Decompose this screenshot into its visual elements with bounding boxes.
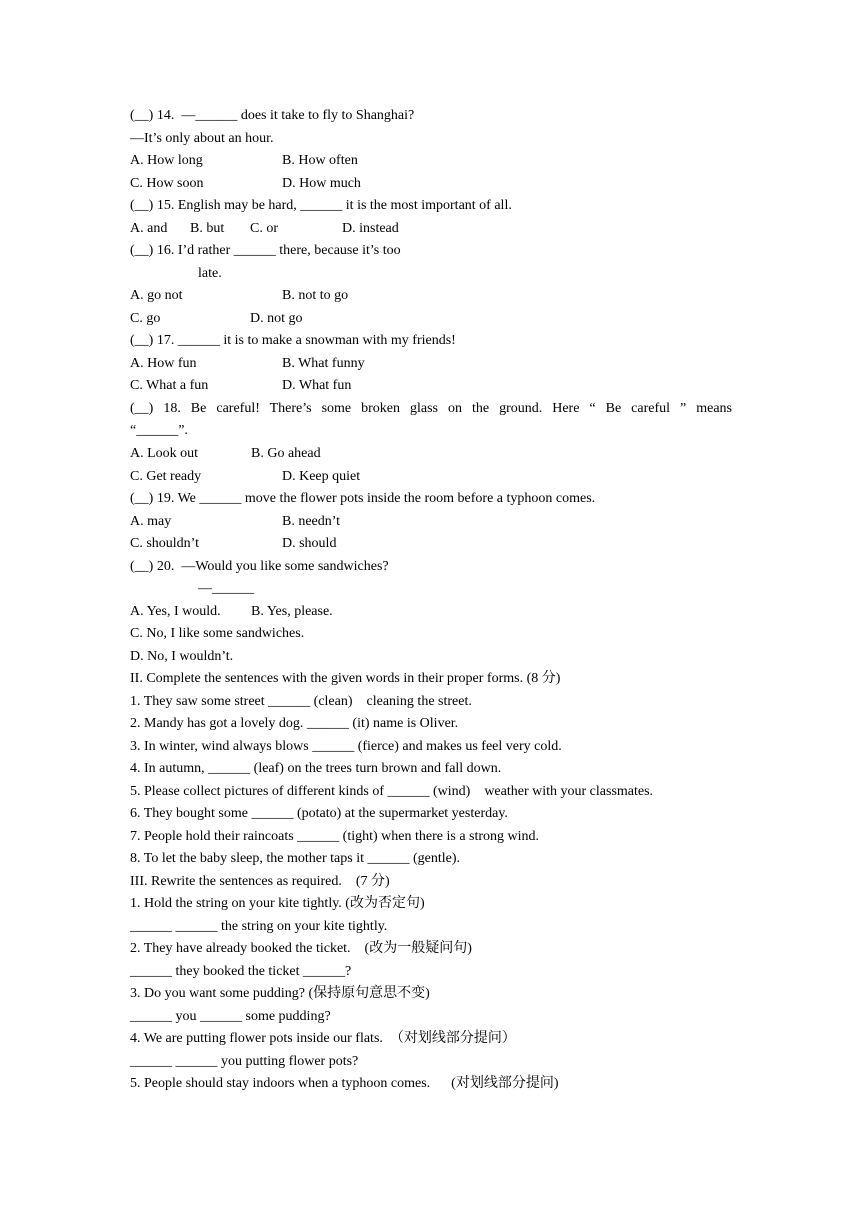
question-17-option-b: B. What funny [282,356,365,371]
question-18-option-d: D. Keep quiet [282,469,361,484]
question-20-option-a: A. Yes, I would. [130,604,221,619]
section-3-line: 3. Do you want some pudding? (保持原句意思不变) [130,986,430,1001]
question-14-option-b: B. How often [282,153,358,168]
question-20-option-d: D. No, I wouldn’t. [130,649,234,664]
section-3-line: ______ you ______ some pudding? [130,1009,331,1024]
question-16-stem-continued: late. [198,266,222,281]
question-20-option-b: B. Yes, please. [251,604,333,619]
section-3-line: 2. They have already booked the ticket. (改为一般疑问句) [130,941,472,956]
section-3-line: 4. We are putting flower pots inside our flats. （对划线部分提问） [130,1031,516,1046]
question-17-option-c: C. What a fun [130,378,209,393]
question-19-option-c: C. shouldn’t [130,536,199,551]
question-16-option-c: C. go [130,311,161,326]
section-3-line: ______ ______ the string on your kite tightly. [130,919,388,934]
question-15-option-a: A. and [130,221,168,236]
section-2-item: 4. In autumn, ______ (leaf) on the trees turn brown and fall down. [130,761,502,776]
section-2-item: 5. Please collect pictures of different kinds of ______ (wind) weather with your classmates. [130,784,654,799]
section-3-line: 1. Hold the string on your kite tightly. (改为否定句) [130,896,425,911]
question-20-stem: (__) 20. —Would you like some sandwiches? [130,559,389,574]
question-17-option-d: D. What fun [282,378,352,393]
question-18-stem-continued: “______”. [130,423,188,438]
question-14-stem: (__) 14. —______ does it take to fly to Shanghai? [130,108,415,123]
question-15-option-c: C. or [250,221,278,236]
section-3-line: ______ they booked the ticket ______? [130,964,352,979]
question-20-reply: —______ [198,581,254,596]
question-17-stem: (__) 17. ______ it is to make a snowman with my friends! [130,333,456,348]
section-3-line: ______ ______ you putting flower pots? [130,1054,359,1069]
section-2-item: 1. They saw some street ______ (clean) cleaning the street. [130,694,472,709]
question-14-option-d: D. How much [282,176,361,191]
question-18-option-a: A. Look out [130,446,199,461]
question-18-stem: (__) 18. Be careful! There’s some broken glass on the ground. Here “ Be careful ” means [130,401,732,416]
section-2-item: 6. They bought some ______ (potato) at the supermarket yesterday. [130,806,508,821]
section-2-item: 7. People hold their raincoats ______ (tight) when there is a strong wind. [130,829,540,844]
question-19-stem: (__) 19. We ______ move the flower pots inside the room before a typhoon comes. [130,491,596,506]
question-20-option-c: C. No, I like some sandwiches. [130,626,305,641]
question-15-stem: (__) 15. English may be hard, ______ it is the most important of all. [130,198,512,213]
question-16-stem: (__) 16. I’d rather ______ there, because it’s too [130,243,401,258]
section-2-item: 3. In winter, wind always blows ______ (fierce) and makes us feel very cold. [130,739,562,754]
question-19-option-b: B. needn’t [282,514,341,529]
section-2-item: 2. Mandy has got a lovely dog. ______ (it) name is Oliver. [130,716,459,731]
question-15-option-b: B. but [190,221,225,236]
question-19-option-a: A. may [130,514,172,529]
question-15-option-d: D. instead [342,221,399,236]
question-18-option-b: B. Go ahead [251,446,321,461]
question-14-option-a: A. How long [130,153,203,168]
question-19-option-d: D. should [282,536,337,551]
question-17-option-a: A. How fun [130,356,197,371]
question-16-option-a: A. go not [130,288,183,303]
question-14-option-c: C. How soon [130,176,204,191]
section-2-heading: II. Complete the sentences with the given words in their proper forms. (8 分) [130,671,561,686]
question-16-option-b: B. not to go [282,288,349,303]
question-16-option-d: D. not go [250,311,303,326]
section-2-item: 8. To let the baby sleep, the mother taps it ______ (gentle). [130,851,461,866]
question-18-option-c: C. Get ready [130,469,202,484]
section-3-heading: III. Rewrite the sentences as required. (7 分) [130,874,390,889]
question-14-reply: —It’s only about an hour. [130,131,274,146]
section-3-line: 5. People should stay indoors when a typhoon comes. (对划线部分提问) [130,1076,559,1091]
